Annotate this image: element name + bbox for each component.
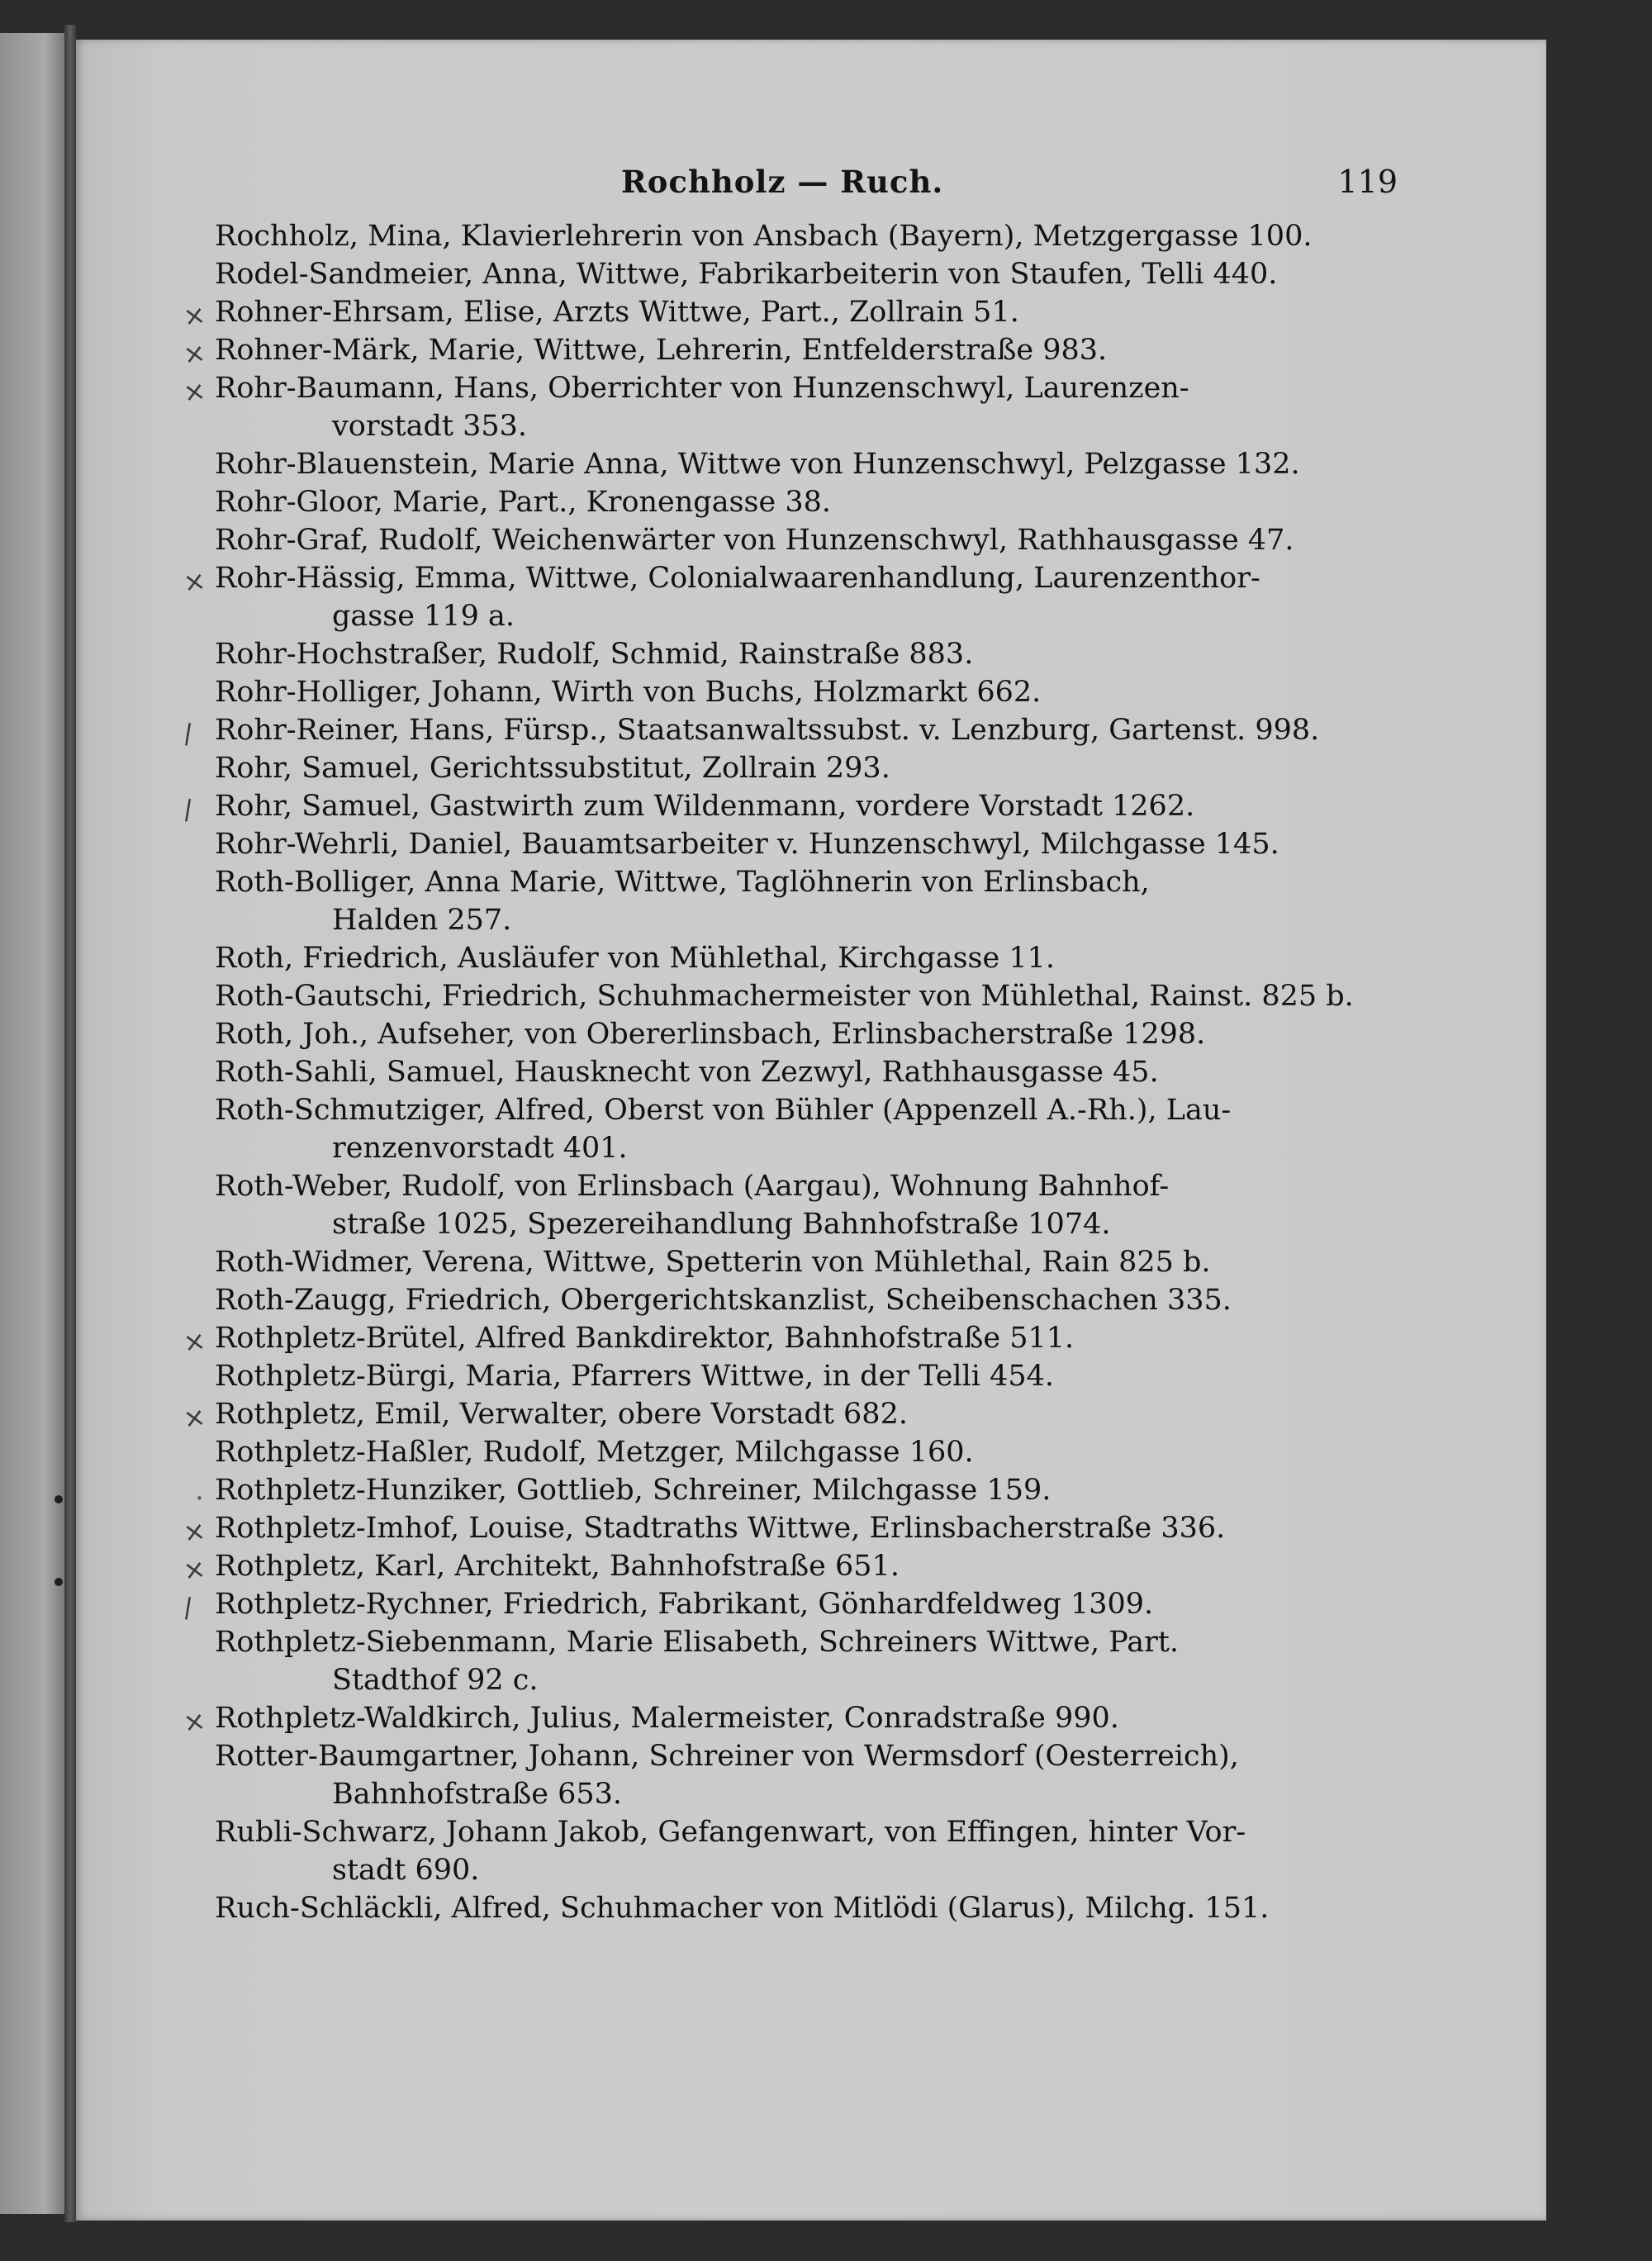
pencil-mark: × [181, 298, 208, 333]
entry-line: Rothpletz-Siebenmann, Marie Elisabeth, Schreiners Wittwe, Part. [215, 1626, 1180, 1659]
entry-line: Rothpletz-Waldkirch, Julius, Malermeister, Conradstraße 990. [215, 1702, 1119, 1735]
directory-entry [215, 255, 1404, 293]
entry-line: Rodel-Sandmeier, Anna, Wittwe, Fabrikarbeiterin von Staufen, Telli 440. [215, 258, 1278, 291]
directory-entry [215, 1243, 1404, 1281]
entry-line: Roth-Widmer, Verena, Wittwe, Spetterin von Mühlethal, Rain 825 b. [215, 1246, 1211, 1279]
entry-line: Roth-Bolliger, Anna Marie, Wittwe, Taglöhnerin von Erlinsbach, [215, 866, 1150, 899]
entry-line: Rohr-Reiner, Hans, Fürsp., Staatsanwaltssubst. v. Lenzburg, Gartenst. 998. [215, 714, 1320, 747]
directory-entry [181, 1319, 1404, 1359]
directory-entry [181, 1699, 1404, 1739]
entry-line: Rothpletz, Karl, Architekt, Bahnhofstraße 651. [215, 1550, 900, 1583]
entry-continuation: Stadthof 92 c. [332, 1664, 539, 1697]
page-number: 119 [1337, 164, 1398, 200]
entry-line: Rubli-Schwarz, Johann Jakob, Gefangenwart, von Effingen, hinter Vor- [215, 1816, 1246, 1849]
pencil-mark: × [181, 1704, 208, 1739]
entry-continuation: Halden 257. [332, 904, 512, 937]
entry-line: Rohr, Samuel, Gerichtssubstitut, Zollrain 293. [215, 752, 890, 785]
entry-line: Roth-Zaugg, Friedrich, Obergerichtskanzlist, Scheibenschachen 335. [215, 1284, 1232, 1317]
directory-entry [215, 1015, 1404, 1053]
entry-line: Rotter-Baumgartner, Johann, Schreiner von Wermsdorf (Oesterreich), [215, 1740, 1239, 1773]
directory-entry [215, 1167, 1404, 1243]
entry-line: Rohr-Blauenstein, Marie Anna, Wittwe von Hunzenschwyl, Pelzgasse 132. [215, 448, 1300, 481]
running-head: Rochholz — Ruch. [621, 164, 944, 200]
directory-entry [215, 863, 1404, 939]
entry-line: Roth, Joh., Aufseher, von Obererlinsbach, Erlinsbacherstraße 1298. [215, 1018, 1206, 1051]
directory-entry [215, 1281, 1404, 1319]
entry-line: Rohner-Märk, Marie, Wittwe, Lehrerin, Entfelderstraße 983. [215, 334, 1108, 367]
directory-entry [215, 977, 1404, 1015]
pencil-mark: × [181, 374, 208, 409]
entry-line: Rohr-Hochstraßer, Rudolf, Schmid, Rainstraße 883. [215, 638, 974, 671]
directory-entry [195, 1471, 1404, 1509]
directory-entry [181, 1547, 1404, 1587]
entry-line: Roth-Schmutziger, Alfred, Oberst von Bühler (Appenzell A.-Rh.), Lau- [215, 1094, 1232, 1127]
entry-line: Rothpletz-Hunziker, Gottlieb, Schreiner, Milchgasse 159. [215, 1474, 1051, 1507]
directory-entry [215, 1889, 1404, 1927]
entry-line: Rothpletz-Rychner, Friedrich, Fabrikant, Gönhardfeldweg 1309. [215, 1588, 1154, 1621]
entry-continuation: vorstadt 353. [332, 410, 527, 443]
directory-entry [181, 711, 1404, 750]
directory-entry [215, 1433, 1404, 1471]
directory-entry [181, 369, 1404, 445]
directory-entry [215, 521, 1404, 559]
pencil-mark: . [195, 1474, 204, 1507]
entry-line: Ruch-Schläckli, Alfred, Schuhmacher von Mitlödi (Glarus), Milchg. 151. [215, 1892, 1270, 1925]
pencil-mark: / [181, 717, 195, 750]
directory-entry [215, 673, 1404, 711]
pencil-mark: / [181, 1591, 195, 1624]
directory-entry [181, 1509, 1404, 1549]
entry-line: Rohr-Gloor, Marie, Part., Kronengasse 38. [215, 486, 832, 519]
entry-line: Rohr-Hässig, Emma, Wittwe, Colonialwaarenhandlung, Laurenzenthor- [215, 562, 1260, 595]
directory-entry [215, 217, 1404, 255]
entry-line: Rothpletz-Haßler, Rudolf, Metzger, Milchgasse 160. [215, 1436, 974, 1469]
directory-entry [215, 635, 1404, 673]
directory-entries [181, 217, 1404, 1927]
directory-entry [215, 445, 1404, 483]
directory-entry [215, 939, 1404, 977]
directory-entry [215, 749, 1404, 787]
entry-line: Rothpletz, Emil, Verwalter, obere Vorstadt 682. [215, 1398, 908, 1431]
entry-continuation: Bahnhofstraße 653. [332, 1778, 623, 1811]
pencil-mark: × [181, 1324, 208, 1359]
entry-line: Rohr-Baumann, Hans, Oberrichter von Hunzenschwyl, Laurenzen- [215, 372, 1189, 405]
directory-page [76, 40, 1546, 2221]
directory-entry [215, 483, 1404, 521]
pencil-mark: / [181, 793, 195, 826]
entry-continuation: gasse 119 a. [332, 600, 515, 633]
entry-line: Rothpletz-Bürgi, Maria, Pfarrers Wittwe, in der Telli 454. [215, 1360, 1055, 1393]
directory-entry [215, 825, 1404, 863]
pencil-mark: × [181, 1552, 208, 1587]
entry-line: Rohr, Samuel, Gastwirth zum Wildenmann, vordere Vorstadt 1262. [215, 790, 1195, 823]
binding-holes [51, 0, 68, 2261]
entry-line: Rothpletz-Imhof, Louise, Stadtraths Wittwe, Erlinsbacherstraße 336. [215, 1512, 1226, 1545]
entry-continuation: renzenvorstadt 401. [332, 1132, 628, 1165]
directory-entry [181, 787, 1404, 826]
pencil-mark: × [181, 336, 208, 371]
entry-line: Rohr-Graf, Rudolf, Weichenwärter von Hunzenschwyl, Rathhausgasse 47. [215, 524, 1294, 557]
directory-entry [215, 1623, 1404, 1699]
directory-entry [215, 1813, 1404, 1889]
entry-line: Rohr-Holliger, Johann, Wirth von Buchs, Holzmarkt 662. [215, 676, 1042, 709]
directory-entry [215, 1737, 1404, 1813]
entry-line: Rohr-Wehrli, Daniel, Bauamtsarbeiter v. Hunzenschwyl, Milchgasse 145. [215, 828, 1279, 861]
directory-entry [181, 559, 1404, 635]
directory-entry [215, 1091, 1404, 1167]
entry-continuation: straße 1025, Spezereihandlung Bahnhofstraße 1074. [332, 1208, 1111, 1241]
pencil-mark: × [181, 1400, 208, 1435]
entry-line: Rohner-Ehrsam, Elise, Arzts Wittwe, Part., Zollrain 51. [215, 296, 1019, 329]
entry-line: Roth, Friedrich, Ausläufer von Mühlethal, Kirchgasse 11. [215, 942, 1055, 975]
entry-continuation: stadt 690. [332, 1854, 480, 1887]
entry-line: Roth-Gautschi, Friedrich, Schuhmachermeister von Mühlethal, Rainst. 825 b. [215, 980, 1354, 1013]
directory-entry [181, 331, 1404, 371]
pencil-mark: × [181, 564, 208, 599]
directory-entry [215, 1053, 1404, 1091]
directory-entry [181, 1585, 1404, 1624]
directory-entry [181, 1395, 1404, 1435]
entry-line: Rothpletz-Brütel, Alfred Bankdirektor, Bahnhofstraße 511. [215, 1322, 1075, 1355]
entry-line: Roth-Weber, Rudolf, von Erlinsbach (Aargau), Wohnung Bahnhof- [215, 1170, 1170, 1203]
entry-line: Rochholz, Mina, Klavierlehrerin von Ansbach (Bayern), Metzgergasse 100. [215, 220, 1313, 253]
pencil-mark: × [181, 1514, 208, 1549]
page-header [76, 139, 1546, 205]
directory-entry [215, 1357, 1404, 1395]
directory-entry [181, 293, 1404, 333]
entry-line: Roth-Sahli, Samuel, Hausknecht von Zezwyl, Rathhausgasse 45. [215, 1056, 1159, 1089]
